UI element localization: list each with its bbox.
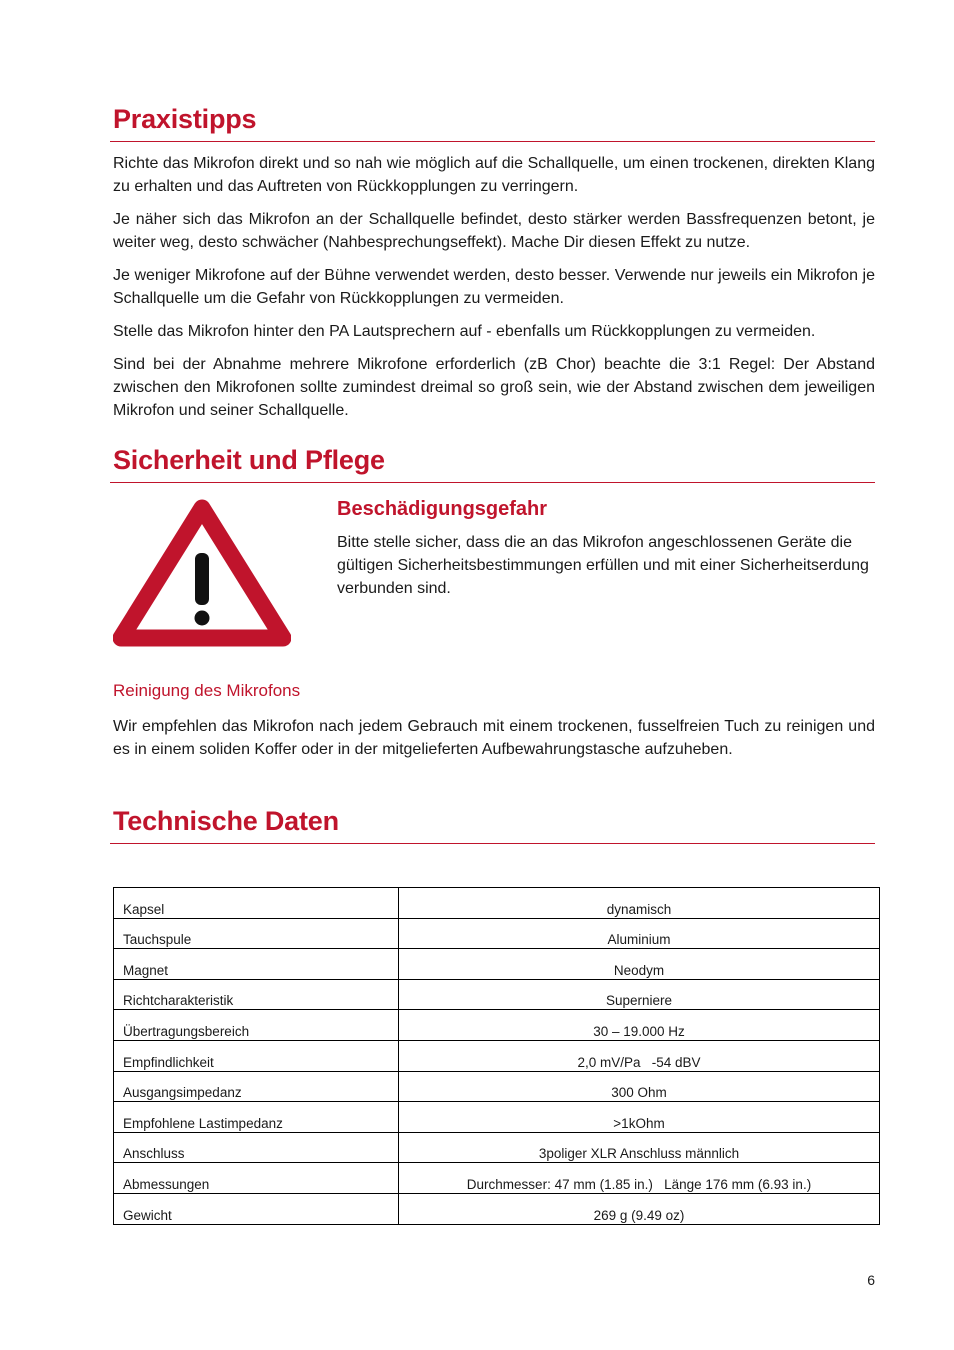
spec-key: Tauchspule <box>114 918 399 949</box>
table-row <box>114 1010 880 1041</box>
warning-text-block <box>337 498 877 600</box>
section-title-technische-daten: Technische Daten <box>110 806 875 844</box>
spec-key: Empfindlichkeit <box>114 1040 399 1071</box>
cleaning-title: Reinigung des Mikrofons <box>113 681 301 700</box>
warning-triangle-icon <box>113 498 291 648</box>
table-row <box>114 1102 880 1133</box>
table-row <box>114 1163 880 1194</box>
praxis-paragraphs <box>113 152 875 422</box>
table-row <box>114 949 880 980</box>
warning-block <box>113 484 875 644</box>
spec-key: Kapsel <box>114 888 399 919</box>
spec-key: Übertragungsbereich <box>114 1010 399 1041</box>
section-title-praxistipps: Praxistipps <box>110 104 875 142</box>
table-row <box>114 1071 880 1102</box>
spec-value: >1kOhm <box>399 1102 880 1133</box>
spec-table <box>113 887 880 1225</box>
spec-key: Gewicht <box>114 1193 399 1224</box>
spec-value: 269 g (9.49 oz) <box>399 1193 880 1224</box>
spec-value: 3poliger XLR Anschluss männlich <box>399 1132 880 1163</box>
spec-key: Abmessungen <box>114 1163 399 1194</box>
paragraph: Je näher sich das Mikrofon an der Schallquelle befindet, desto stärker werden Bassfrequenzen betont, je weiter weg, desto schwächer (Nahbesprechungseffekt). Mache Dir diesen Effekt zu nutze. <box>113 211 875 251</box>
table-row <box>114 1132 880 1163</box>
spec-value: 30 – 19.000 Hz <box>399 1010 880 1041</box>
spec-key: Magnet <box>114 949 399 980</box>
warning-title: Beschädigungsgefahr <box>337 498 548 520</box>
paragraph: Sind bei der Abnahme mehrere Mikrofone erforderlich (zB Chor) beachte die 3:1 Regel: Der Abstand zwischen den Mikrofonen sollte zumindest dreimal so groß sein, wie der Abstand zwischen dem jeweiligen Mikrofon und seiner Schallquelle. <box>113 356 875 419</box>
cleaning-text: Wir empfehlen das Mikrofon nach jedem Gebrauch mit einem trockenen, fusselfreien Tuch zu reinigen und es in einem soliden Koffer oder in der mitgelieferten Aufbewahrungstasche aufzuheben. <box>113 718 875 758</box>
spec-value: Durchmesser: 47 mm (1.85 in.) Länge 176 mm (6.93 in.) <box>399 1163 880 1194</box>
table-row <box>114 918 880 949</box>
spec-value: Aluminium <box>399 918 880 949</box>
warning-text: Bitte stelle sicher, dass die an das Mikrofon angeschlossenen Geräte die gültigen Sicherheitsbestimmungen erfüllen und mit einer Sicherheitserdung verbunden sind. <box>337 534 869 597</box>
spec-value: 300 Ohm <box>399 1071 880 1102</box>
table-row <box>114 1193 880 1224</box>
table-row <box>114 1040 880 1071</box>
spec-key: Ausgangsimpedanz <box>114 1071 399 1102</box>
spec-value: Superniere <box>399 979 880 1010</box>
table-row <box>114 888 880 919</box>
spec-value: dynamisch <box>399 888 880 919</box>
paragraph: Richte das Mikrofon direkt und so nah wie möglich auf die Schallquelle, um einen trockenen, direkten Klang zu erhalten und das Auftreten von Rückkopplungen zu verringern. <box>113 155 875 195</box>
page-number: 6 <box>867 1272 875 1288</box>
spec-value: Neodym <box>399 949 880 980</box>
spec-key: Anschluss <box>114 1132 399 1163</box>
spec-key: Richtcharakteristik <box>114 979 399 1010</box>
spec-value: 2,0 mV/Pa -54 dBV <box>399 1040 880 1071</box>
paragraph: Je weniger Mikrofone auf der Bühne verwendet werden, desto besser. Verwende nur jeweils ein Mikrofon je Schallquelle um die Gefahr von Rückkopplungen zu vermeiden. <box>113 267 875 307</box>
section-title-sicherheit: Sicherheit und Pflege <box>110 445 875 483</box>
spec-key: Empfohlene Lastimpedanz <box>114 1102 399 1133</box>
table-row <box>114 979 880 1010</box>
paragraph: Stelle das Mikrofon hinter den PA Lautsprechern auf - ebenfalls um Rückkopplungen zu vermeiden. <box>113 323 816 340</box>
